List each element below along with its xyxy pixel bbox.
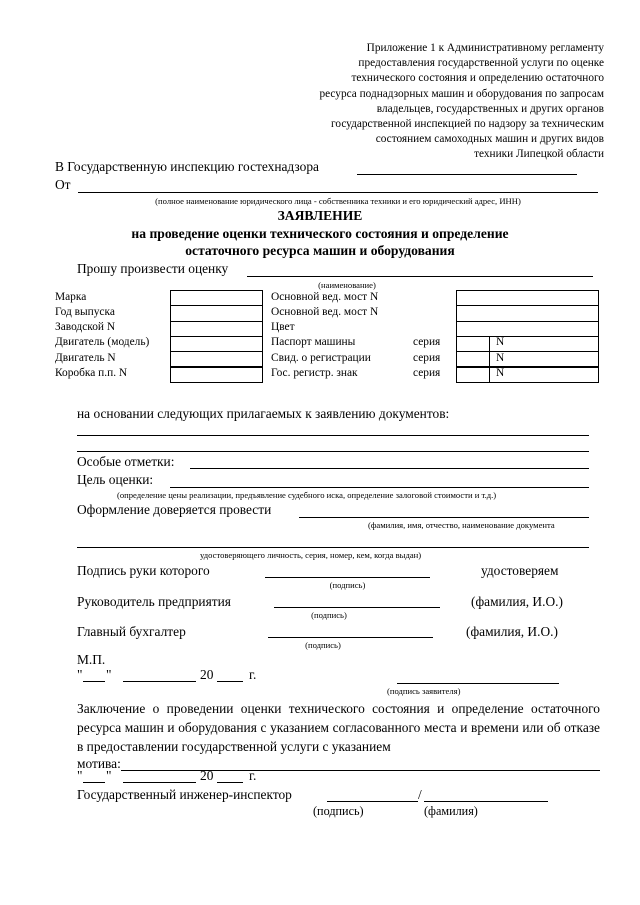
- header-line: технического состояния и определению остаточного: [351, 72, 604, 85]
- field-value-right[interactable]: [456, 290, 599, 306]
- number-label: N: [496, 351, 505, 364]
- field-label-left: Двигатель (модель): [55, 336, 150, 349]
- applicant-signature-hint: (подпись заявителя): [387, 686, 461, 696]
- applicant-signature-blank[interactable]: [397, 683, 559, 684]
- director-signature-hint: (подпись): [311, 610, 347, 620]
- document-subtitle-2: остаточного ресурса машин и оборудования: [185, 243, 455, 258]
- request-hint: (наименование): [318, 280, 376, 290]
- date-year-suffix: г.: [249, 667, 257, 682]
- purpose-label: Цель оценки:: [77, 472, 154, 487]
- documents-line-1[interactable]: [77, 435, 589, 436]
- field-value-left[interactable]: [170, 290, 263, 306]
- date-month-blank[interactable]: [123, 782, 196, 783]
- field-label-mid: Гос. регистр. знак: [271, 367, 358, 379]
- number-value[interactable]: [489, 351, 599, 367]
- certify-label: удостоверяем: [481, 563, 559, 578]
- director-label: Руководитель предприятия: [77, 594, 231, 609]
- header-line: предоставления государственной услуги по оценке: [358, 57, 604, 70]
- date-quote-close: ": [106, 768, 112, 783]
- field-value-right[interactable]: [456, 321, 599, 337]
- special-notes-label: Особые отметки:: [77, 454, 175, 469]
- director-signature-blank[interactable]: [274, 607, 440, 608]
- field-value-left[interactable]: [170, 367, 263, 383]
- conclusion-text: Заключение о проведении оценки технического состояния и определение остаточного ресурса машин и оборудования с указанием согласованного места и времени или об отказе в предоставлении государственной услуги с указанием: [77, 701, 600, 754]
- header-line: государственной инспекцией по надзору за техническим: [331, 118, 604, 130]
- field-label-left: Коробка п.п. N: [55, 367, 128, 379]
- field-value-left[interactable]: [170, 321, 263, 337]
- signature-of-hint: (подпись): [329, 580, 366, 590]
- from-blank[interactable]: [78, 192, 598, 193]
- number-label: N: [496, 367, 505, 379]
- field-label-mid: Цвет: [271, 321, 295, 334]
- request-label: Прошу произвести оценку: [77, 261, 229, 276]
- inspector-slash: /: [418, 787, 422, 802]
- special-notes-blank[interactable]: [190, 468, 589, 469]
- series-label: серия: [413, 336, 441, 349]
- field-value-left[interactable]: [170, 336, 263, 352]
- number-label: N: [496, 336, 505, 349]
- recipient-blank[interactable]: [357, 174, 577, 175]
- inspector-surname-hint: (фамилия): [424, 804, 478, 818]
- date-quote-open: ": [77, 667, 83, 682]
- series-value[interactable]: [456, 351, 490, 367]
- field-label-left: Заводской N: [55, 321, 116, 334]
- from-label: От: [55, 177, 71, 192]
- field-value-right[interactable]: [456, 305, 599, 321]
- header-line: владельцев, государственных и других органов: [376, 102, 604, 115]
- inspector-signature-blank[interactable]: [327, 801, 418, 802]
- identity-blank[interactable]: [77, 547, 589, 548]
- identity-hint: удостоверяющего личность, серия, номер, кем, когда выдан): [200, 550, 422, 560]
- field-value-left[interactable]: [170, 351, 263, 367]
- accountant-signature-hint: (подпись): [305, 640, 341, 650]
- entrust-blank[interactable]: [299, 517, 589, 518]
- date-quote-close: ": [106, 667, 112, 682]
- inspector-label: Государственный инженер-инспектор: [77, 787, 292, 802]
- date-day-blank[interactable]: [83, 681, 105, 682]
- documents-line-2[interactable]: [77, 451, 589, 452]
- motive-label: мотива:: [77, 756, 121, 771]
- header-line: техники Липецкой области: [474, 148, 604, 161]
- from-hint: (полное наименование юридического лица - собственника техники и его юридический адрес, ИНН): [155, 196, 521, 206]
- date-year-blank[interactable]: [217, 681, 243, 682]
- request-blank[interactable]: [247, 276, 593, 277]
- date-year-blank[interactable]: [217, 782, 243, 783]
- header-line: Приложение 1 к Административному регламенту: [366, 42, 604, 54]
- field-label-mid: Основной вед. мост N: [271, 305, 379, 318]
- signature-of-label: Подпись руки которого: [77, 563, 210, 578]
- field-value-left[interactable]: [170, 305, 263, 321]
- purpose-hint: (определение цены реализации, предъявление судебного иска, определение залоговой стоимости и т.д.): [117, 490, 497, 500]
- date-year-suffix: г.: [249, 768, 257, 783]
- date-year-prefix: 20: [200, 768, 214, 783]
- field-label-mid: Паспорт машины: [271, 336, 356, 349]
- accountant-fio-hint: (фамилия, И.О.): [466, 624, 558, 639]
- signature-of-blank[interactable]: [265, 577, 430, 578]
- header-line: ресурса поднадзорных машин и оборудования по запросам: [319, 87, 604, 100]
- document-subtitle-1: на проведение оценки технического состояния и определение: [131, 226, 509, 241]
- field-label-left: Год выпуска: [55, 305, 115, 318]
- director-fio-hint: (фамилия, И.О.): [471, 594, 563, 609]
- stamp-label: М.П.: [77, 652, 106, 667]
- motive-blank[interactable]: [121, 770, 600, 771]
- date-month-blank[interactable]: [123, 681, 196, 682]
- date-day-blank[interactable]: [83, 782, 105, 783]
- series-label: серия: [413, 351, 441, 364]
- entrust-label: Оформление доверяется провести: [77, 502, 272, 517]
- header-line: состоянием самоходных машин и других видов: [375, 133, 604, 146]
- documents-label: на основании следующих прилагаемых к заявлению документов:: [77, 406, 450, 421]
- recipient-line: В Государственную инспекцию гостехнадзора: [55, 159, 319, 174]
- number-value[interactable]: [489, 367, 599, 383]
- field-label-left: Марка: [55, 290, 87, 303]
- document-title: ЗАЯВЛЕНИЕ: [277, 208, 363, 223]
- accountant-label: Главный бухгалтер: [77, 624, 186, 639]
- number-value[interactable]: [489, 336, 599, 352]
- accountant-signature-blank[interactable]: [268, 637, 433, 638]
- field-label-mid: Свид. о регистрации: [271, 351, 371, 364]
- series-label: серия: [413, 367, 441, 379]
- series-value[interactable]: [456, 367, 490, 383]
- date-quote-open: ": [77, 768, 83, 783]
- purpose-blank[interactable]: [170, 487, 589, 488]
- series-value[interactable]: [456, 336, 490, 352]
- entrust-hint: (фамилия, имя, отчество, наименование документа: [368, 520, 555, 530]
- field-label-left: Двигатель N: [55, 351, 116, 364]
- inspector-surname-blank[interactable]: [424, 801, 548, 802]
- field-label-mid: Основной вед. мост N: [271, 290, 379, 303]
- date-year-prefix: 20: [200, 667, 214, 682]
- inspector-signature-hint: (подпись): [313, 804, 364, 818]
